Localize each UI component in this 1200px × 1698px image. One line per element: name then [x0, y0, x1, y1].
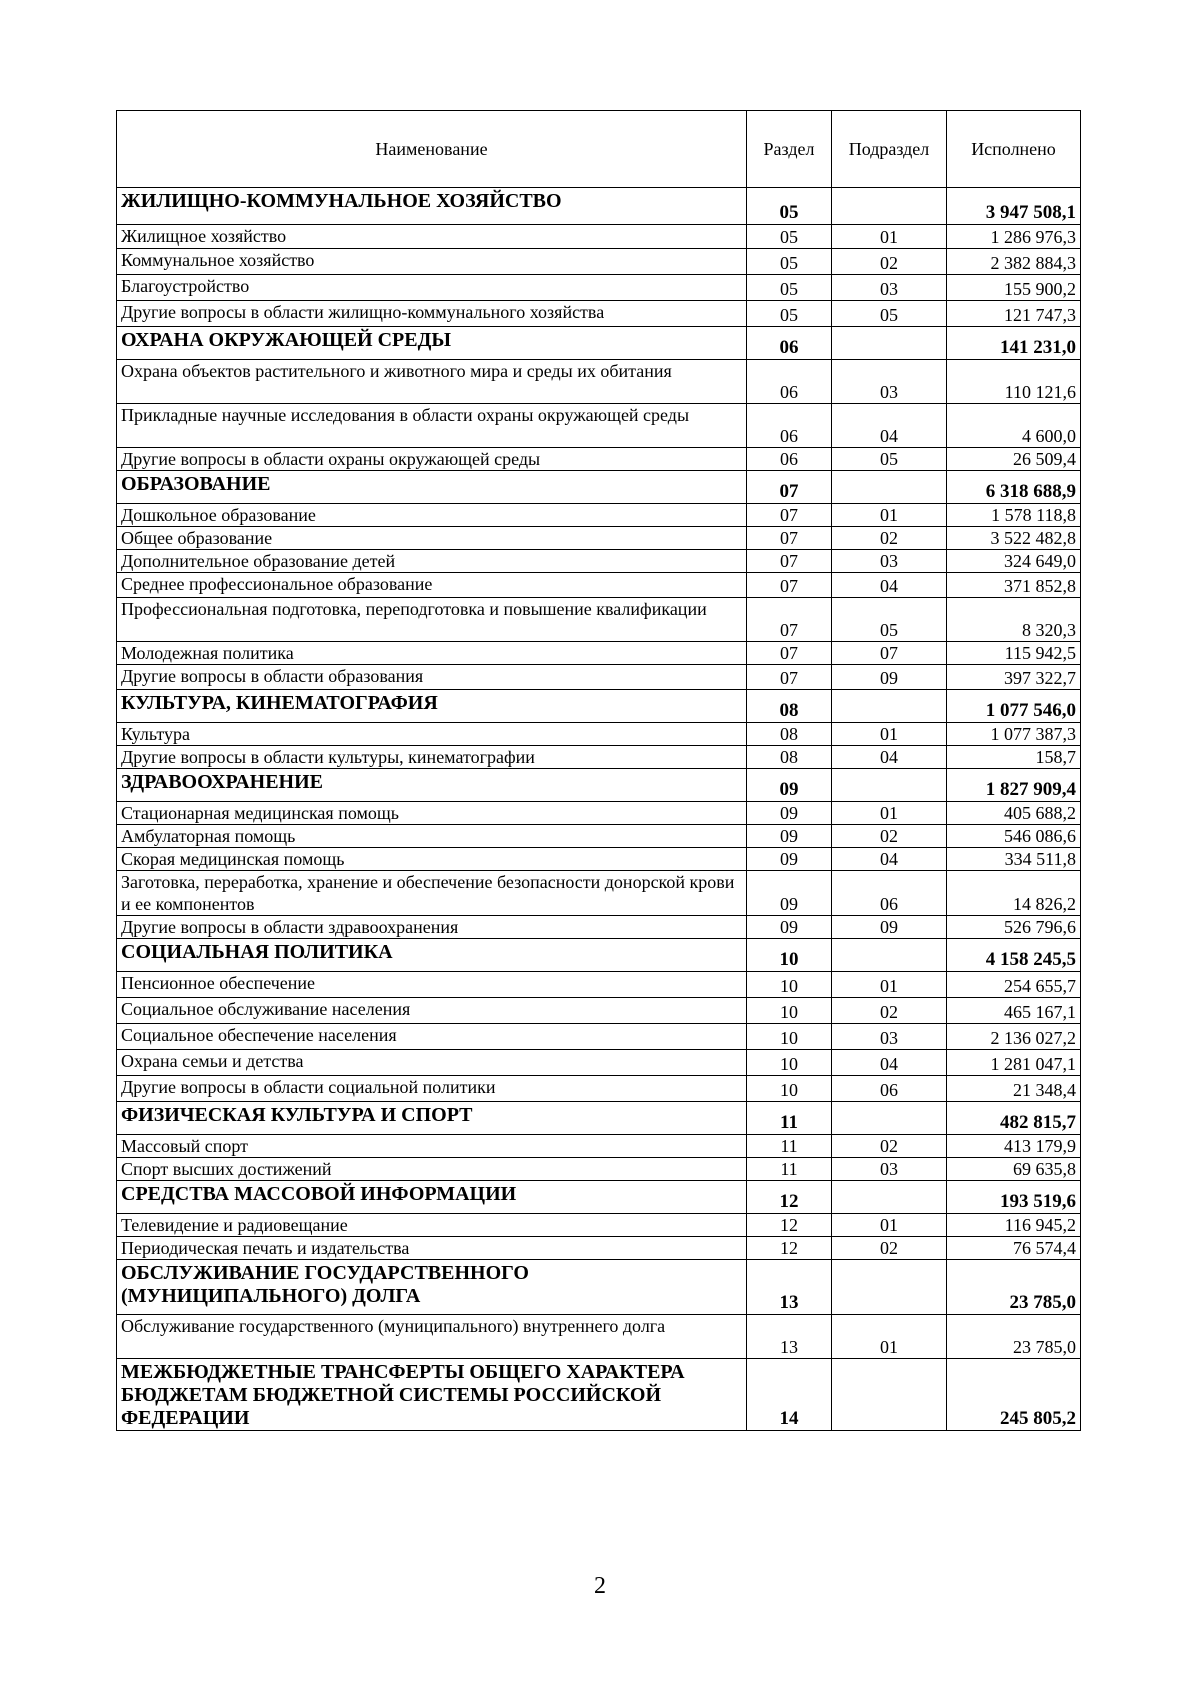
table-row	[117, 972, 1081, 998]
table-row	[117, 723, 1081, 746]
row-name: Благоустройство	[117, 275, 747, 301]
row-ispolneno: 23 785,0	[947, 1260, 1081, 1315]
row-razdel: 08	[747, 746, 832, 769]
budget-table	[116, 110, 1081, 1431]
row-podrazdel	[832, 1260, 947, 1315]
table-row	[117, 825, 1081, 848]
row-name: Пенсионное обеспечение	[117, 972, 747, 998]
row-ispolneno: 2 136 027,2	[947, 1024, 1081, 1050]
row-razdel: 09	[747, 825, 832, 848]
table-row	[117, 1135, 1081, 1158]
row-ispolneno: 3 522 482,8	[947, 527, 1081, 550]
row-podrazdel	[832, 1102, 947, 1135]
table-row	[117, 249, 1081, 275]
row-name: СОЦИАЛЬНАЯ ПОЛИТИКА	[117, 939, 747, 972]
row-podrazdel	[832, 188, 947, 225]
row-ispolneno: 6 318 688,9	[947, 471, 1081, 504]
section-row	[117, 1260, 1081, 1315]
row-name: Периодическая печать и издательства	[117, 1237, 747, 1260]
row-name: Среднее профессиональное образование	[117, 573, 747, 598]
row-ispolneno: 413 179,9	[947, 1135, 1081, 1158]
table-row	[117, 1315, 1081, 1359]
row-razdel: 05	[747, 225, 832, 249]
row-razdel: 11	[747, 1158, 832, 1181]
section-row	[117, 471, 1081, 504]
row-ispolneno: 14 826,2	[947, 871, 1081, 916]
row-name: Другие вопросы в области социальной политики	[117, 1076, 747, 1102]
row-razdel: 09	[747, 802, 832, 825]
row-razdel: 09	[747, 848, 832, 871]
row-podrazdel: 05	[832, 598, 947, 642]
row-podrazdel: 04	[832, 404, 947, 448]
row-ispolneno: 2 382 884,3	[947, 249, 1081, 275]
row-razdel: 09	[747, 916, 832, 939]
row-name: ОБРАЗОВАНИЕ	[117, 471, 747, 504]
row-name: Охрана семьи и детства	[117, 1050, 747, 1076]
row-podrazdel: 01	[832, 1315, 947, 1359]
row-razdel: 07	[747, 471, 832, 504]
table-row	[117, 1214, 1081, 1237]
row-podrazdel	[832, 471, 947, 504]
table-row	[117, 448, 1081, 471]
header-ispolneno: Исполнено	[947, 111, 1081, 188]
row-name: МЕЖБЮДЖЕТНЫЕ ТРАНСФЕРТЫ ОБЩЕГО ХАРАКТЕРА БЮДЖЕТАМ БЮДЖЕТНОЙ СИСТЕМЫ РОССИЙСКОЙ ФЕДЕРАЦИИ	[117, 1359, 747, 1431]
row-ispolneno: 324 649,0	[947, 550, 1081, 573]
row-name: Профессиональная подготовка, переподготовка и повышение квалификации	[117, 598, 747, 642]
row-name: Дополнительное образование детей	[117, 550, 747, 573]
row-ispolneno: 526 796,6	[947, 916, 1081, 939]
row-ispolneno: 371 852,8	[947, 573, 1081, 598]
row-name: Телевидение и радиовещание	[117, 1214, 747, 1237]
row-ispolneno: 245 805,2	[947, 1359, 1081, 1431]
table-row	[117, 527, 1081, 550]
header-row	[117, 111, 1081, 188]
row-ispolneno: 334 511,8	[947, 848, 1081, 871]
row-ispolneno: 158,7	[947, 746, 1081, 769]
row-razdel: 09	[747, 871, 832, 916]
row-name: СРЕДСТВА МАССОВОЙ ИНФОРМАЦИИ	[117, 1181, 747, 1214]
row-razdel: 13	[747, 1260, 832, 1315]
row-podrazdel: 01	[832, 1214, 947, 1237]
row-ispolneno: 23 785,0	[947, 1315, 1081, 1359]
row-podrazdel: 01	[832, 972, 947, 998]
table-row	[117, 301, 1081, 327]
row-ispolneno: 405 688,2	[947, 802, 1081, 825]
row-name: ОБСЛУЖИВАНИЕ ГОСУДАРСТВЕННОГО (МУНИЦИПАЛЬНОГО) ДОЛГА	[117, 1260, 747, 1315]
row-name: Жилищное хозяйство	[117, 225, 747, 249]
row-ispolneno: 254 655,7	[947, 972, 1081, 998]
section-row	[117, 1359, 1081, 1431]
row-razdel: 07	[747, 642, 832, 665]
row-podrazdel: 02	[832, 1237, 947, 1260]
row-ispolneno: 141 231,0	[947, 327, 1081, 360]
row-podrazdel: 07	[832, 642, 947, 665]
row-ispolneno: 546 086,6	[947, 825, 1081, 848]
table-row	[117, 1024, 1081, 1050]
row-name: Скорая медицинская помощь	[117, 848, 747, 871]
table-row	[117, 1237, 1081, 1260]
table-row	[117, 665, 1081, 690]
row-podrazdel	[832, 1359, 947, 1431]
row-name: Коммунальное хозяйство	[117, 249, 747, 275]
row-podrazdel: 01	[832, 802, 947, 825]
row-podrazdel: 03	[832, 360, 947, 404]
row-razdel: 08	[747, 690, 832, 723]
table-header	[117, 111, 1081, 188]
table-row	[117, 225, 1081, 249]
row-podrazdel: 01	[832, 723, 947, 746]
row-podrazdel: 04	[832, 573, 947, 598]
row-name: Охрана объектов растительного и животного мира и среды их обитания	[117, 360, 747, 404]
row-podrazdel: 09	[832, 665, 947, 690]
page-number: 2	[594, 1573, 606, 1599]
table-row	[117, 404, 1081, 448]
row-ispolneno: 1 578 118,8	[947, 504, 1081, 527]
row-razdel: 12	[747, 1181, 832, 1214]
row-razdel: 07	[747, 504, 832, 527]
row-razdel: 10	[747, 1076, 832, 1102]
row-razdel: 10	[747, 939, 832, 972]
row-ispolneno: 193 519,6	[947, 1181, 1081, 1214]
row-podrazdel: 02	[832, 249, 947, 275]
row-ispolneno: 155 900,2	[947, 275, 1081, 301]
row-podrazdel: 03	[832, 275, 947, 301]
row-razdel: 05	[747, 249, 832, 275]
table-row	[117, 573, 1081, 598]
row-razdel: 05	[747, 301, 832, 327]
table-row	[117, 360, 1081, 404]
row-podrazdel: 09	[832, 916, 947, 939]
row-razdel: 10	[747, 972, 832, 998]
section-row	[117, 939, 1081, 972]
table-row	[117, 848, 1081, 871]
row-name: КУЛЬТУРА, КИНЕМАТОГРАФИЯ	[117, 690, 747, 723]
row-name: Другие вопросы в области охраны окружающей среды	[117, 448, 747, 471]
section-row	[117, 690, 1081, 723]
row-ispolneno: 1 286 976,3	[947, 225, 1081, 249]
table-row	[117, 998, 1081, 1024]
row-name: Другие вопросы в области здравоохранения	[117, 916, 747, 939]
header-razdel: Раздел	[747, 111, 832, 188]
row-ispolneno: 1 077 387,3	[947, 723, 1081, 746]
table-row	[117, 1050, 1081, 1076]
row-podrazdel: 05	[832, 448, 947, 471]
row-name: Заготовка, переработка, хранение и обеспечение безопасности донорской крови и ее компонентов	[117, 871, 747, 916]
table-row	[117, 746, 1081, 769]
table-row	[117, 1076, 1081, 1102]
row-podrazdel	[832, 769, 947, 802]
row-podrazdel	[832, 1181, 947, 1214]
table-row	[117, 642, 1081, 665]
section-row	[117, 769, 1081, 802]
section-row	[117, 188, 1081, 225]
row-podrazdel: 01	[832, 225, 947, 249]
row-name: Культура	[117, 723, 747, 746]
table-row	[117, 504, 1081, 527]
row-podrazdel: 02	[832, 825, 947, 848]
row-ispolneno: 1 077 546,0	[947, 690, 1081, 723]
row-name: Прикладные научные исследования в области охраны окружающей среды	[117, 404, 747, 448]
row-razdel: 07	[747, 598, 832, 642]
row-razdel: 07	[747, 527, 832, 550]
row-razdel: 06	[747, 327, 832, 360]
row-ispolneno: 26 509,4	[947, 448, 1081, 471]
row-razdel: 12	[747, 1237, 832, 1260]
row-ispolneno: 4 600,0	[947, 404, 1081, 448]
row-razdel: 05	[747, 188, 832, 225]
row-podrazdel: 04	[832, 848, 947, 871]
row-razdel: 05	[747, 275, 832, 301]
section-row	[117, 1102, 1081, 1135]
row-razdel: 10	[747, 1050, 832, 1076]
row-name: ЖИЛИЩНО-КОММУНАЛЬНОЕ ХОЗЯЙСТВО	[117, 188, 747, 225]
row-podrazdel	[832, 327, 947, 360]
row-podrazdel: 03	[832, 1158, 947, 1181]
table-row	[117, 802, 1081, 825]
table-row	[117, 1158, 1081, 1181]
row-ispolneno: 21 348,4	[947, 1076, 1081, 1102]
row-podrazdel: 05	[832, 301, 947, 327]
row-razdel: 13	[747, 1315, 832, 1359]
table-row	[117, 275, 1081, 301]
row-razdel: 10	[747, 1024, 832, 1050]
row-ispolneno: 115 942,5	[947, 642, 1081, 665]
row-name: Другие вопросы в области жилищно-коммунального хозяйства	[117, 301, 747, 327]
table-row	[117, 871, 1081, 916]
row-razdel: 08	[747, 723, 832, 746]
row-razdel: 09	[747, 769, 832, 802]
row-ispolneno: 4 158 245,5	[947, 939, 1081, 972]
table-body	[117, 188, 1081, 1431]
row-razdel: 07	[747, 550, 832, 573]
row-name: Общее образование	[117, 527, 747, 550]
row-razdel: 14	[747, 1359, 832, 1431]
header-podrazdel: Подраздел	[832, 111, 947, 188]
row-razdel: 10	[747, 998, 832, 1024]
row-ispolneno: 3 947 508,1	[947, 188, 1081, 225]
row-podrazdel: 04	[832, 746, 947, 769]
row-podrazdel	[832, 690, 947, 723]
row-podrazdel: 04	[832, 1050, 947, 1076]
row-razdel: 06	[747, 404, 832, 448]
section-row	[117, 1181, 1081, 1214]
section-row	[117, 327, 1081, 360]
row-podrazdel: 06	[832, 1076, 947, 1102]
row-podrazdel: 02	[832, 1135, 947, 1158]
row-podrazdel: 03	[832, 550, 947, 573]
row-name: Молодежная политика	[117, 642, 747, 665]
row-razdel: 12	[747, 1214, 832, 1237]
row-name: ЗДРАВООХРАНЕНИЕ	[117, 769, 747, 802]
row-podrazdel	[832, 939, 947, 972]
row-ispolneno: 1 281 047,1	[947, 1050, 1081, 1076]
row-razdel: 07	[747, 573, 832, 598]
row-ispolneno: 482 815,7	[947, 1102, 1081, 1135]
row-name: ФИЗИЧЕСКАЯ КУЛЬТУРА И СПОРТ	[117, 1102, 747, 1135]
row-ispolneno: 397 322,7	[947, 665, 1081, 690]
row-razdel: 06	[747, 448, 832, 471]
row-name: Амбулаторная помощь	[117, 825, 747, 848]
row-podrazdel: 06	[832, 871, 947, 916]
row-podrazdel: 01	[832, 504, 947, 527]
row-name: Спорт высших достижений	[117, 1158, 747, 1181]
row-razdel: 11	[747, 1135, 832, 1158]
row-name: Дошкольное образование	[117, 504, 747, 527]
row-ispolneno: 465 167,1	[947, 998, 1081, 1024]
row-podrazdel: 02	[832, 527, 947, 550]
row-razdel: 11	[747, 1102, 832, 1135]
row-razdel: 07	[747, 665, 832, 690]
row-name: Социальное обслуживание населения	[117, 998, 747, 1024]
row-name: Другие вопросы в области культуры, кинематографии	[117, 746, 747, 769]
table-row	[117, 916, 1081, 939]
header-name: Наименование	[117, 111, 747, 188]
row-name: Стационарная медицинская помощь	[117, 802, 747, 825]
row-ispolneno: 8 320,3	[947, 598, 1081, 642]
row-razdel: 06	[747, 360, 832, 404]
row-ispolneno: 1 827 909,4	[947, 769, 1081, 802]
row-podrazdel: 03	[832, 1024, 947, 1050]
table-row	[117, 550, 1081, 573]
row-ispolneno: 69 635,8	[947, 1158, 1081, 1181]
row-ispolneno: 116 945,2	[947, 1214, 1081, 1237]
row-name: Социальное обеспечение населения	[117, 1024, 747, 1050]
row-name: ОХРАНА ОКРУЖАЮЩЕЙ СРЕДЫ	[117, 327, 747, 360]
table-row	[117, 598, 1081, 642]
row-name: Другие вопросы в области образования	[117, 665, 747, 690]
row-name: Массовый спорт	[117, 1135, 747, 1158]
row-ispolneno: 76 574,4	[947, 1237, 1081, 1260]
row-podrazdel: 02	[832, 998, 947, 1024]
row-ispolneno: 110 121,6	[947, 360, 1081, 404]
row-ispolneno: 121 747,3	[947, 301, 1081, 327]
row-name: Обслуживание государственного (муниципального) внутреннего долга	[117, 1315, 747, 1359]
